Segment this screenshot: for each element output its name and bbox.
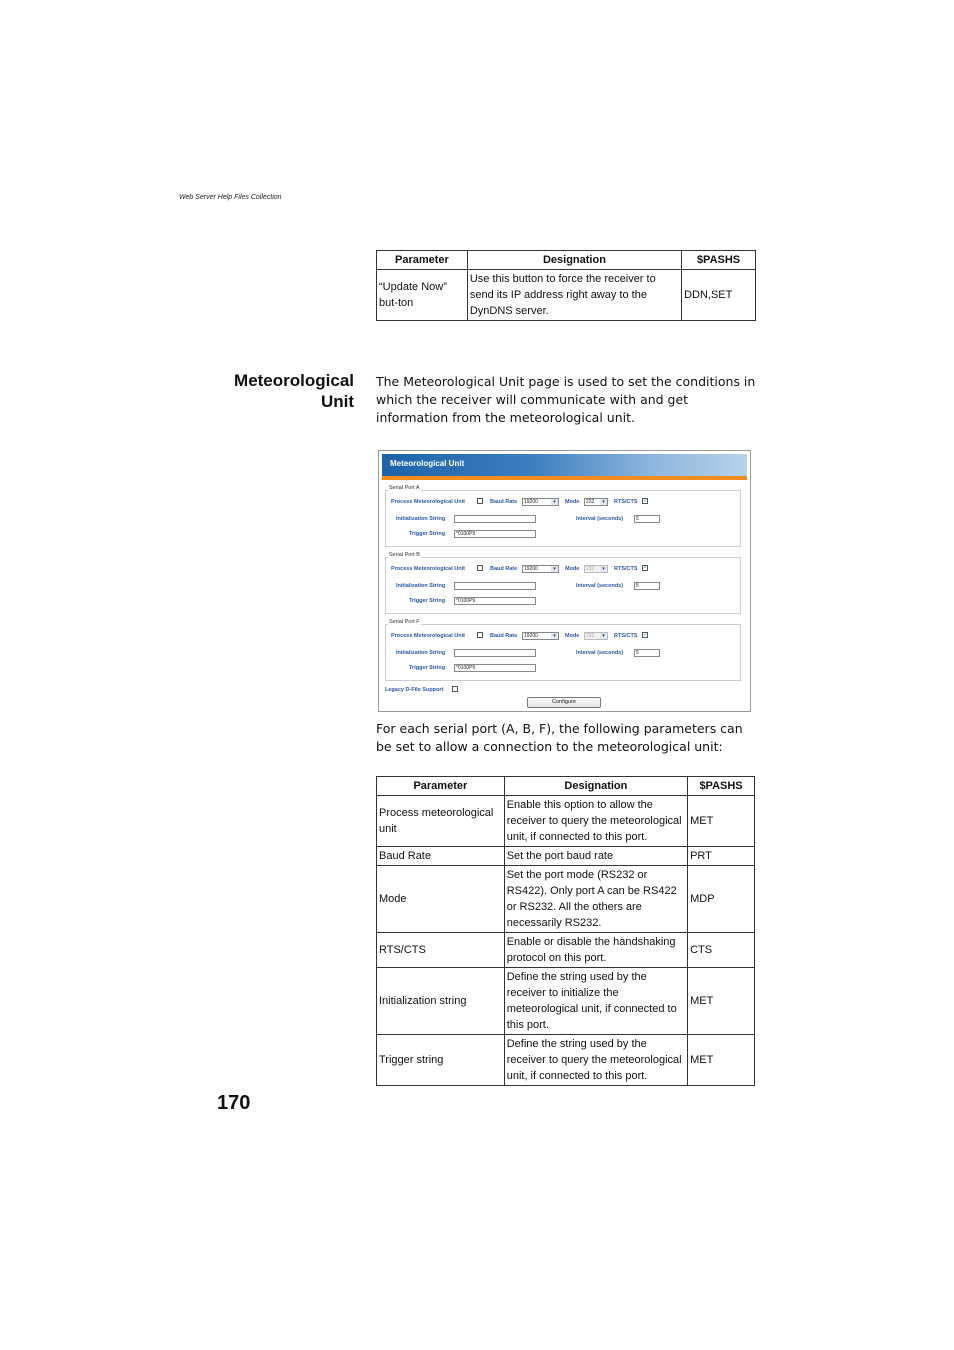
col-header-parameter: Parameter <box>377 777 505 796</box>
init-input[interactable] <box>454 649 536 657</box>
init-label: Initialization String <box>396 583 446 589</box>
port-title: Serial Port A <box>389 485 420 491</box>
baud-label: Baud Rate <box>490 566 518 572</box>
table-row <box>377 847 755 866</box>
interval-value: 5 <box>636 583 639 589</box>
mode-value: 232 <box>586 566 595 572</box>
baud-select[interactable] <box>522 632 559 640</box>
interval-value: 5 <box>636 516 639 522</box>
baud-value: 19200 <box>524 499 538 505</box>
cell-parameter: RTS/CTS <box>377 933 505 968</box>
init-label: Initialization String <box>396 650 446 656</box>
init-input[interactable] <box>454 515 536 523</box>
table-row <box>377 1035 755 1086</box>
cell-designation: Enable this option to allow the receiver to query the meteorological unit, if connected to this port. <box>504 796 687 847</box>
trigger-input[interactable] <box>454 664 536 672</box>
cell-pashs: MET <box>688 1035 755 1086</box>
trigger-input[interactable] <box>454 530 536 538</box>
rts-checkbox[interactable]: ✓ <box>643 565 649 571</box>
table-header-row <box>377 251 756 270</box>
baud-label: Baud Rate <box>490 499 518 505</box>
cell-designation: Use this button to force the receiver to send its IP address right away to the DynDNS server. <box>467 270 681 321</box>
mode-select[interactable] <box>584 565 608 573</box>
process-checkbox[interactable] <box>477 565 483 571</box>
cell-parameter: Baud Rate <box>377 847 505 866</box>
trigger-label: Trigger String <box>409 665 446 671</box>
port-title: Serial Port F <box>389 619 420 625</box>
cell-parameter: Trigger string <box>377 1035 505 1086</box>
trigger-label: Trigger String <box>409 531 446 537</box>
cell-parameter: Mode <box>377 866 505 933</box>
parameters-table <box>376 776 755 1086</box>
table-header-row <box>377 777 755 796</box>
cell-pashs: PRT <box>688 847 755 866</box>
baud-label: Baud Rate <box>490 633 518 639</box>
table-row <box>377 796 755 847</box>
cell-parameter: Process meteorological unit <box>377 796 505 847</box>
col-header-pashs: $PASHS <box>688 777 755 796</box>
serial-port-b-group <box>385 552 741 614</box>
rts-checkbox[interactable]: ✓ <box>643 632 649 638</box>
cell-pashs: DDN,SET <box>682 270 756 321</box>
process-label: Process Meteorological Unit <box>391 633 465 639</box>
mode-value: 232 <box>586 499 595 505</box>
cell-designation: Define the string used by the receiver to initialize the meteorological unit, if connected to this port. <box>504 968 687 1035</box>
cell-pashs: CTS <box>688 933 755 968</box>
page-banner <box>382 454 747 476</box>
col-header-parameter: Parameter <box>377 251 468 270</box>
legacy-checkbox[interactable] <box>452 686 458 692</box>
interval-input[interactable] <box>634 649 660 657</box>
interval-input[interactable] <box>634 515 660 523</box>
interval-value: 5 <box>636 650 639 656</box>
legacy-label: Legacy D-File Support <box>385 687 444 693</box>
process-checkbox[interactable] <box>477 498 483 504</box>
rts-label: RTS/CTS <box>614 633 638 639</box>
cell-designation: Enable or disable the handshaking protocol on this port. <box>504 933 687 968</box>
chevron-down-icon: ▾ <box>600 633 607 639</box>
mode-label: Mode <box>565 566 580 572</box>
after-screenshot-paragraph: For each serial port (A, B, F), the following parameters can be set to allow a connection to the meteorological unit: <box>376 721 743 754</box>
table-row <box>377 933 755 968</box>
rts-label: RTS/CTS <box>614 499 638 505</box>
serial-port-f-group <box>385 619 741 681</box>
baud-value: 19200 <box>524 633 538 639</box>
chevron-down-icon: ▾ <box>600 566 607 572</box>
port-title: Serial Port B <box>389 552 420 558</box>
interval-label: Interval (seconds) <box>576 516 624 522</box>
chevron-down-icon: ▾ <box>551 633 558 639</box>
col-header-designation: Designation <box>467 251 681 270</box>
chevron-down-icon: ▾ <box>551 499 558 505</box>
trigger-value: *0100P9 <box>456 598 476 604</box>
trigger-label: Trigger String <box>409 598 446 604</box>
cell-pashs: MET <box>688 968 755 1035</box>
cell-pashs: MDP <box>688 866 755 933</box>
trigger-input[interactable] <box>454 597 536 605</box>
trigger-value: *0100P9 <box>456 665 476 671</box>
banner-title: Meteorological Unit <box>390 459 465 468</box>
cell-designation: Set the port mode (RS232 or RS422). Only port A can be RS422 or RS232. All the others are necessarily RS232. <box>504 866 687 933</box>
chevron-down-icon: ▾ <box>551 566 558 572</box>
section-title-line2: Unit <box>320 392 354 411</box>
mode-label: Mode <box>565 499 580 505</box>
section-title <box>234 370 354 412</box>
process-label: Process Meteorological Unit <box>391 499 465 505</box>
mode-select[interactable] <box>584 498 608 506</box>
mode-value: 232 <box>586 633 595 639</box>
cell-designation: Set the port baud rate <box>504 847 687 866</box>
running-header: Web Server Help Files Collection <box>179 194 282 201</box>
col-header-designation: Designation <box>504 777 687 796</box>
interval-label: Interval (seconds) <box>576 583 624 589</box>
banner-accent-bar <box>382 476 747 480</box>
cell-designation: Define the string used by the receiver to query the meteorological unit, if connected to this port. <box>504 1035 687 1086</box>
interval-label: Interval (seconds) <box>576 650 624 656</box>
mode-select[interactable] <box>584 632 608 640</box>
section-title-line1: Meteorological <box>234 371 354 390</box>
baud-select[interactable] <box>522 498 559 506</box>
intro-paragraph: The Meteorological Unit page is used to set the conditions in which the receiver will communicate with and get information from the meteorological unit. <box>376 374 756 425</box>
baud-select[interactable] <box>522 565 559 573</box>
cell-parameter: “Update Now” but-ton <box>377 270 468 321</box>
cell-pashs: MET <box>688 796 755 847</box>
serial-port-a-group <box>385 485 741 547</box>
init-label: Initialization String <box>396 516 446 522</box>
trigger-value: *0100P9 <box>456 531 476 537</box>
cell-parameter: Initialization string <box>377 968 505 1035</box>
update-now-table <box>376 250 756 321</box>
page-number: 170 <box>217 1092 251 1114</box>
baud-value: 19200 <box>524 566 538 572</box>
table-row <box>377 270 756 321</box>
process-label: Process Meteorological Unit <box>391 566 465 572</box>
chevron-down-icon: ▾ <box>600 499 607 505</box>
init-input[interactable] <box>454 582 536 590</box>
mode-label: Mode <box>565 633 580 639</box>
interval-input[interactable] <box>634 582 660 590</box>
col-header-pashs: $PASHS <box>682 251 756 270</box>
configure-button[interactable]: Configure <box>527 697 601 708</box>
process-checkbox[interactable] <box>477 632 483 638</box>
rts-checkbox[interactable]: ✓ <box>643 498 649 504</box>
table-row <box>377 866 755 933</box>
meteorological-unit-screenshot <box>378 450 751 712</box>
rts-label: RTS/CTS <box>614 566 638 572</box>
table-row <box>377 968 755 1035</box>
